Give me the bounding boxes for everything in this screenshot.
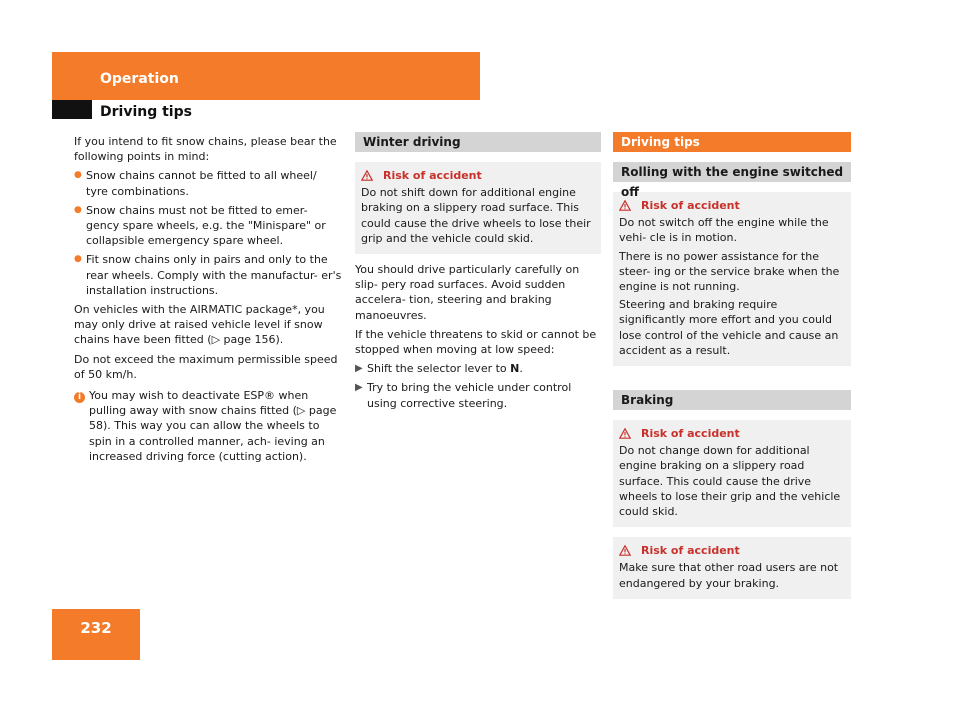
snow-chains-intro: If you intend to fit snow chains, please bear the following points in mind: — [74, 135, 337, 164]
warning-text: Make sure that other road users are not endangered by your braking. — [619, 561, 839, 590]
winter-driving-heading: Winter driving — [355, 132, 601, 152]
list-item: ● Snow chains must not be fitted to emer- gency spare wheels, e.g. the "Minispare" or collapsible emergency spare wheel. — [74, 203, 326, 248]
warning-text: There is no power assistance for the steer- ing or the service brake when the engine is not running. — [619, 249, 840, 294]
info-note — [74, 388, 342, 464]
bullet-icon: ● — [74, 254, 82, 265]
step-item: ▶ Shift the selector lever to N. — [355, 362, 523, 376]
bullet-icon: ● — [74, 170, 82, 181]
step-arrow-icon: ▶ — [355, 382, 363, 394]
step-arrow-icon: ▶ — [355, 363, 363, 375]
warning-triangle-icon — [619, 545, 631, 556]
column-left — [74, 134, 342, 464]
warning-title: Risk of accident — [641, 544, 740, 558]
warning-text: Do not switch off the engine while the vehi- cle is in motion. — [619, 216, 829, 245]
braking-warning-box — [613, 420, 851, 527]
skid-paragraph: If the vehicle threatens to skid or cannot be stopped when moving at low speed: — [355, 327, 597, 357]
bullet-icon: ● — [74, 204, 82, 215]
warning-triangle-icon — [619, 200, 631, 211]
airmatic-paragraph: On vehicles with the AIRMATIC package*, you may only drive at raised vehicle level if snow chains have been fitted (▷ page 156). — [74, 303, 325, 347]
warning-triangle-icon — [619, 428, 631, 439]
speed-paragraph: Do not exceed the maximum permissible speed of 50 km/h. — [74, 352, 338, 381]
winter-warning-box — [355, 162, 601, 254]
column-right — [613, 132, 851, 599]
rolling-heading: Rolling with the engine switched off — [613, 162, 851, 182]
subsection-title: Driving tips — [100, 104, 192, 120]
warning-title: Risk of accident — [641, 427, 740, 441]
warning-text: Do not change down for additional engine braking on a slippery road surface. This could cause the drive wheels to lose their grip and the vehicle could skid. — [619, 444, 841, 519]
info-icon: i — [74, 392, 85, 403]
section-title: Operation — [100, 71, 179, 87]
driving-tips-banner: Driving tips — [613, 132, 851, 152]
rolling-warning-box — [613, 192, 851, 366]
braking-heading: Braking — [613, 390, 851, 410]
list-item: ● Snow chains cannot be fitted to all wheel/ tyre combinations. — [74, 169, 317, 198]
info-text: You may wish to deactivate ESP® when pulling away with snow chains fitted (▷ page 58). This way you can allow the wheels to spin in a controlled manner, ach- ieving an increased driving force (cutting action). — [89, 389, 337, 463]
warning-text: Steering and braking require significantly more effort and you could lose control of the vehicle and cause an accident as a result. — [619, 298, 839, 357]
warning-title: Risk of accident — [383, 169, 482, 182]
warning-title: Risk of accident — [641, 199, 740, 212]
warning-text: Do not shift down for additional engine braking on a slippery road surface. This could cause the drive wheels to lose their grip and the vehicle could skid. — [361, 186, 591, 245]
page-number: 232 — [80, 619, 112, 637]
slippery-paragraph: You should drive particularly carefully on slip- pery road surfaces. Avoid sudden accelera- tion, steering and braking manoeuvres. — [355, 263, 580, 322]
header-marker — [52, 100, 92, 119]
step-item: ▶ Try to bring the vehicle under control using corrective steering. — [355, 381, 572, 410]
column-middle — [355, 132, 601, 415]
list-item: ● Fit snow chains only in pairs and only to the rear wheels. Comply with the manufactur- er's installation instructions. — [74, 253, 342, 297]
warning-triangle-icon — [361, 170, 373, 181]
braking-warning-box — [613, 537, 851, 599]
